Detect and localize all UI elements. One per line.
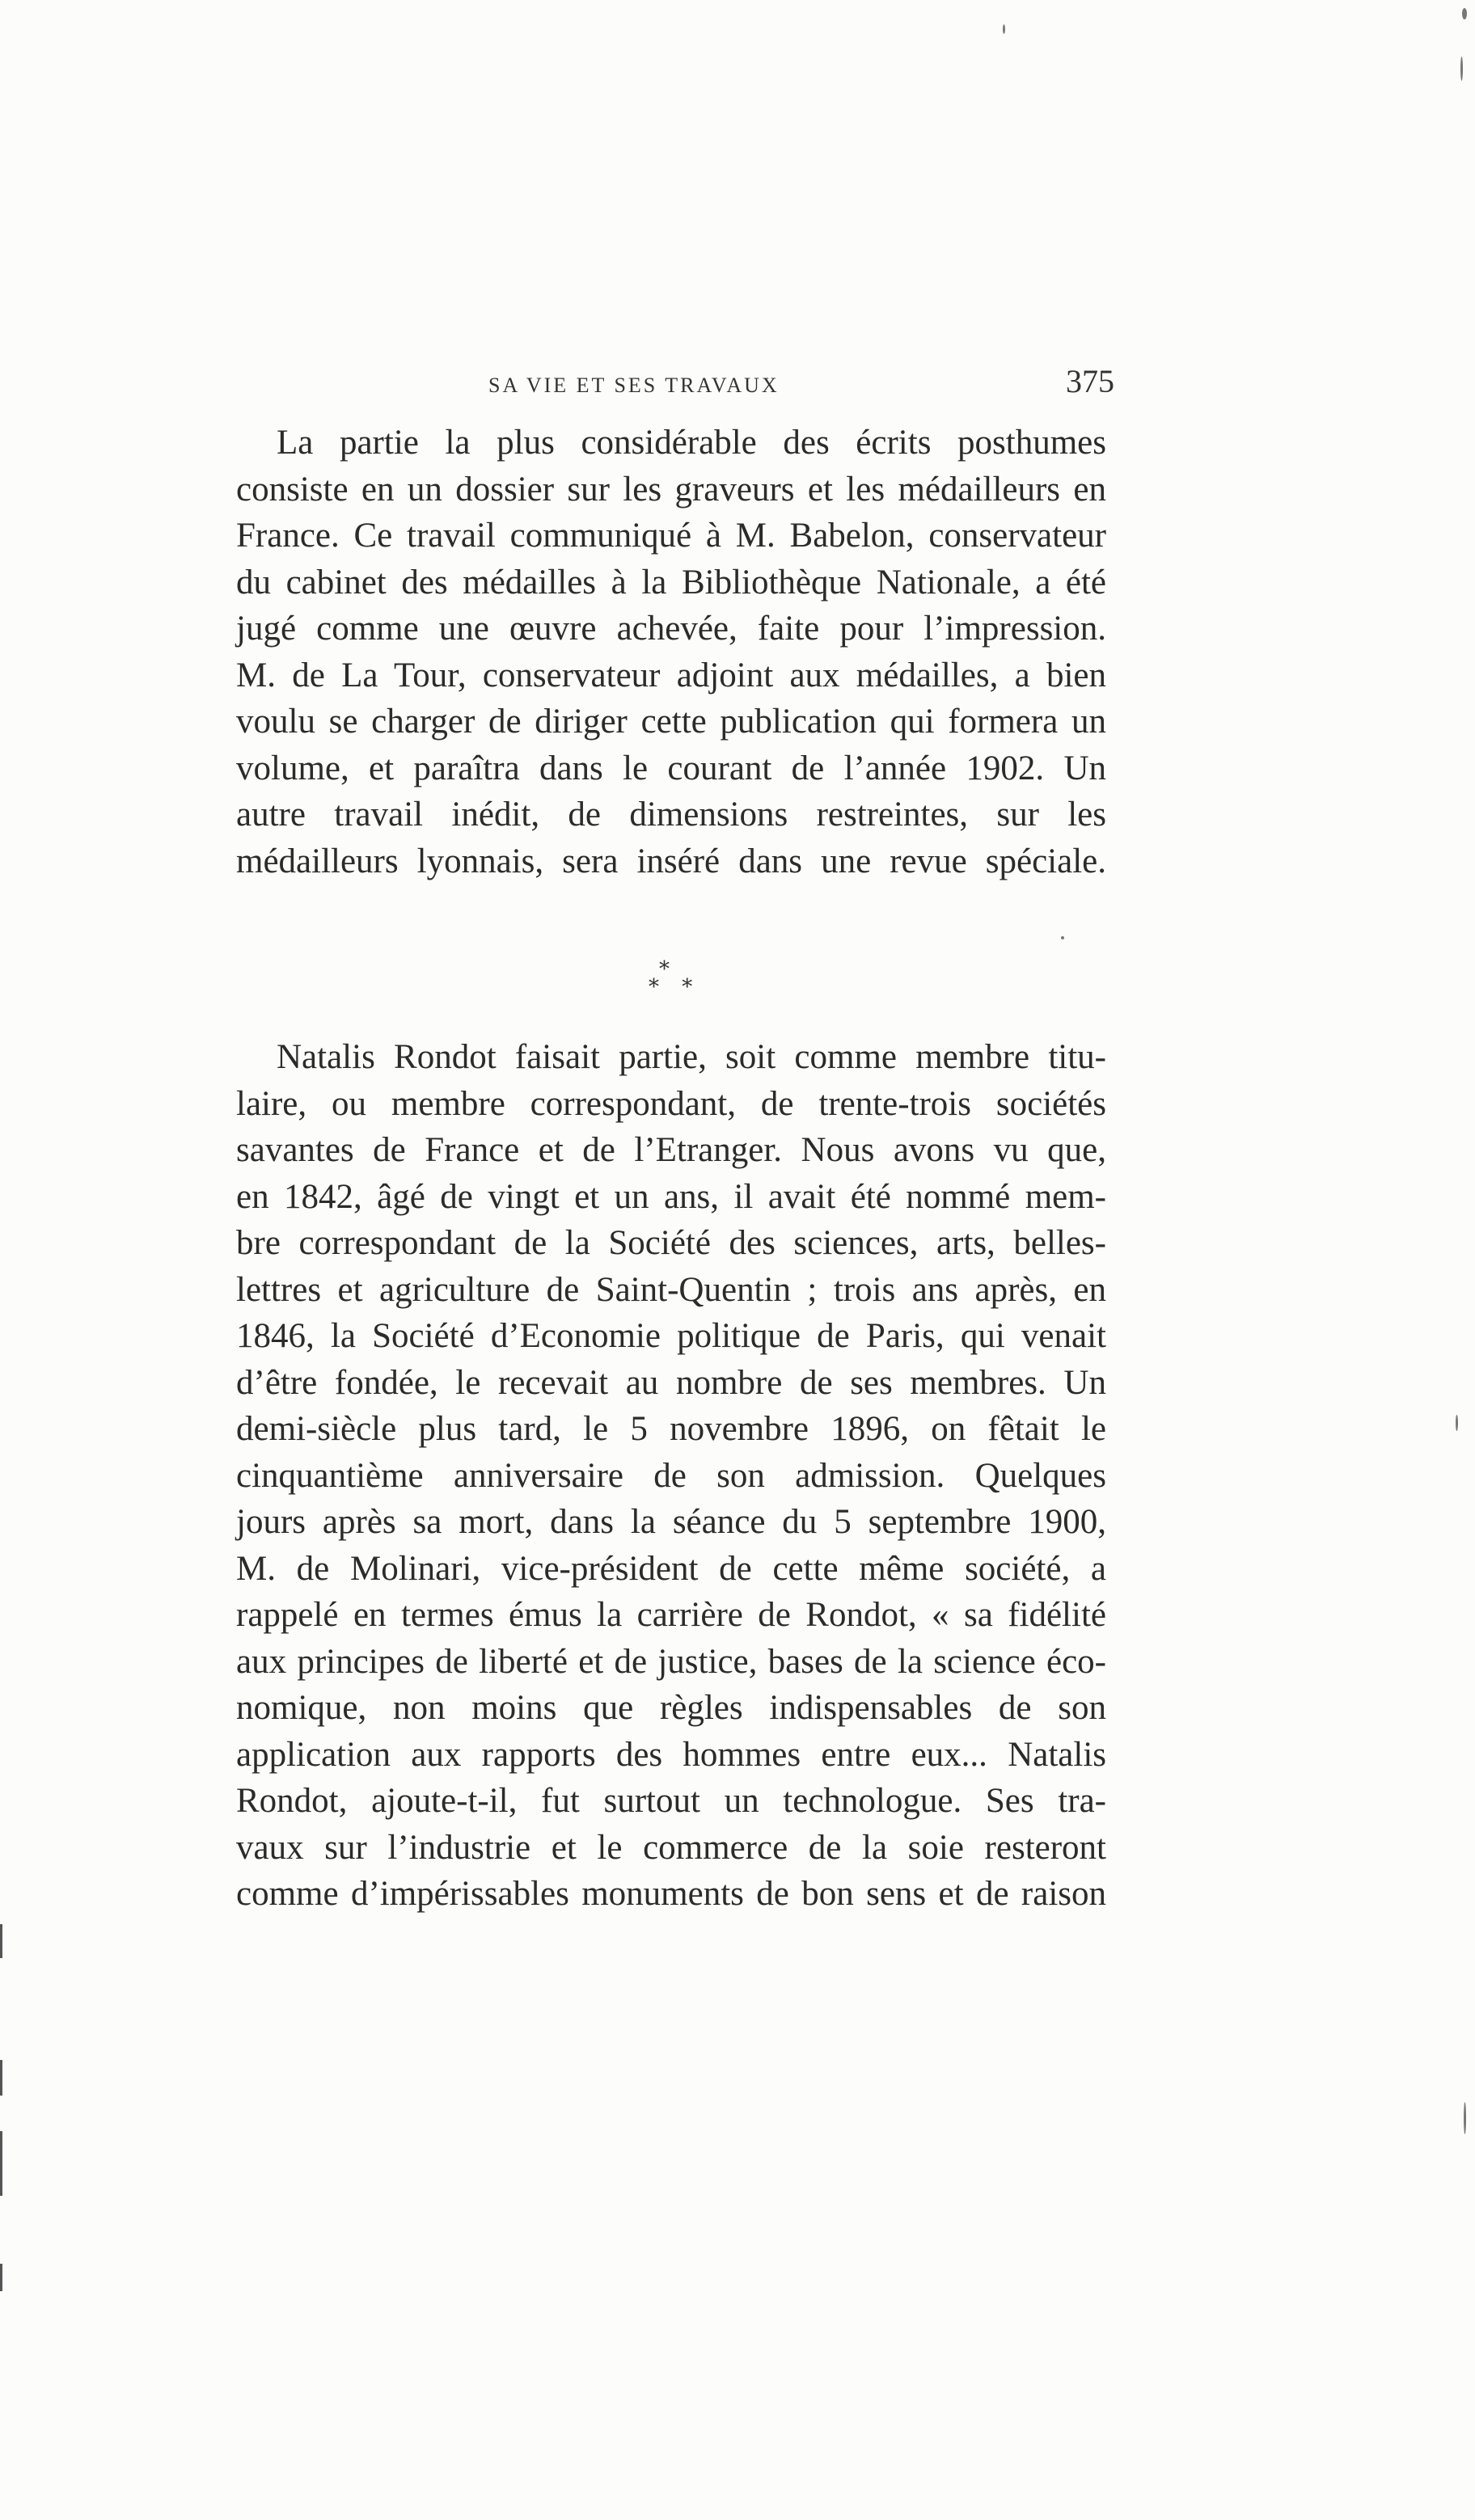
- text-line: application aux rapports des hommes entre eux... Natalis: [236, 1735, 1106, 1774]
- text-line: M. de Molinari, vice-président de cette même société, a: [236, 1549, 1106, 1588]
- text-line: cinquantième anniversaire de son admission. Quelques: [236, 1456, 1106, 1495]
- text-line: France. Ce travail communiqué à M. Babelon, conservateur: [236, 517, 1106, 555]
- text-line: savantes de France et de l’Etranger. Nous avons vu que,: [236, 1131, 1106, 1169]
- text-line: aux principes de liberté et de justice, bases de la science éco-: [236, 1642, 1106, 1681]
- paragraph-learned-societies: [236, 1034, 1106, 1918]
- text-line: Natalis Rondot faisait partie, soit comme membre titu-: [277, 1038, 1106, 1076]
- text-line: laire, ou membre correspondant, de trente-trois sociétés: [236, 1084, 1106, 1123]
- scan-speck: [1462, 8, 1467, 19]
- text-line: demi-siècle plus tard, le 5 novembre 1896, on fêtait le: [236, 1410, 1106, 1448]
- scan-margin-mark: [0, 1924, 2, 1958]
- text-line: jours après sa mort, dans la séance du 5 septembre 1900,: [236, 1503, 1106, 1541]
- text-line: 1846, la Société d’Economie politique de Paris, qui venait: [236, 1317, 1106, 1355]
- text-line: du cabinet des médailles à la Bibliothèque Nationale, a été: [236, 563, 1106, 602]
- text-line: vaux sur l’industrie et le commerce de la soie resteront: [236, 1828, 1106, 1867]
- text-line: volume, et paraîtra dans le courant de l’année 1902. Un: [236, 749, 1106, 787]
- running-head: [236, 362, 1121, 419]
- text-line: en 1842, âgé de vingt et un ans, il avait été nommé mem-: [236, 1177, 1106, 1216]
- running-title: SA VIE ET SES TRAVAUX: [488, 374, 780, 397]
- text-line: nomique, non moins que règles indispensables de son: [236, 1689, 1106, 1727]
- scan-speck: [1460, 57, 1463, 81]
- text-line: médailleurs lyonnais, sera inséré dans une revue spéciale.: [236, 842, 1106, 880]
- text-line: autre travail inédit, de dimensions restreintes, sur les: [236, 796, 1106, 834]
- asterism-bottom-stars: * *: [649, 975, 701, 999]
- text-line: lettres et agriculture de Saint-Quentin ; trois ans après, en: [236, 1270, 1106, 1309]
- scan-speck: [1061, 936, 1064, 939]
- scan-margin-mark: [0, 2131, 2, 2196]
- text-line: d’être fondée, le recevait au nombre de ses membres. Un: [236, 1363, 1106, 1402]
- text-line: comme d’impérissables monuments de bon sens et de raison: [236, 1875, 1106, 1913]
- asterism-top-star: *: [659, 957, 670, 981]
- text-line: bre correspondant de la Société des sciences, arts, belles-: [236, 1224, 1106, 1262]
- text-line: consiste en un dossier sur les graveurs et les médailleurs en: [236, 470, 1106, 509]
- text-line: M. de La Tour, conservateur adjoint aux médailles, a bien: [236, 656, 1106, 694]
- scan-margin-mark: [0, 2264, 2, 2291]
- text-line: rappelé en termes émus la carrière de Rondot, « sa fidélité: [236, 1596, 1106, 1634]
- page-number: 375: [1066, 363, 1114, 399]
- scan-margin-mark: [0, 2060, 2, 2096]
- text-line: voulu se charger de diriger cette publication qui formera un: [236, 703, 1106, 741]
- section-separator-asterism: [631, 957, 712, 1006]
- paragraph-posthumous-writings: [236, 420, 1106, 884]
- text-line: Rondot, ajoute-t-il, fut surtout un technologue. Ses tra-: [236, 1782, 1106, 1820]
- scan-speck: [1003, 24, 1005, 34]
- text-line: La partie la plus considérable des écrits posthumes: [277, 424, 1106, 462]
- scan-speck: [1464, 2102, 1466, 2134]
- text-line: jugé comme une œuvre achevée, faite pour l’impression.: [236, 610, 1106, 648]
- scan-speck: [1456, 1415, 1458, 1431]
